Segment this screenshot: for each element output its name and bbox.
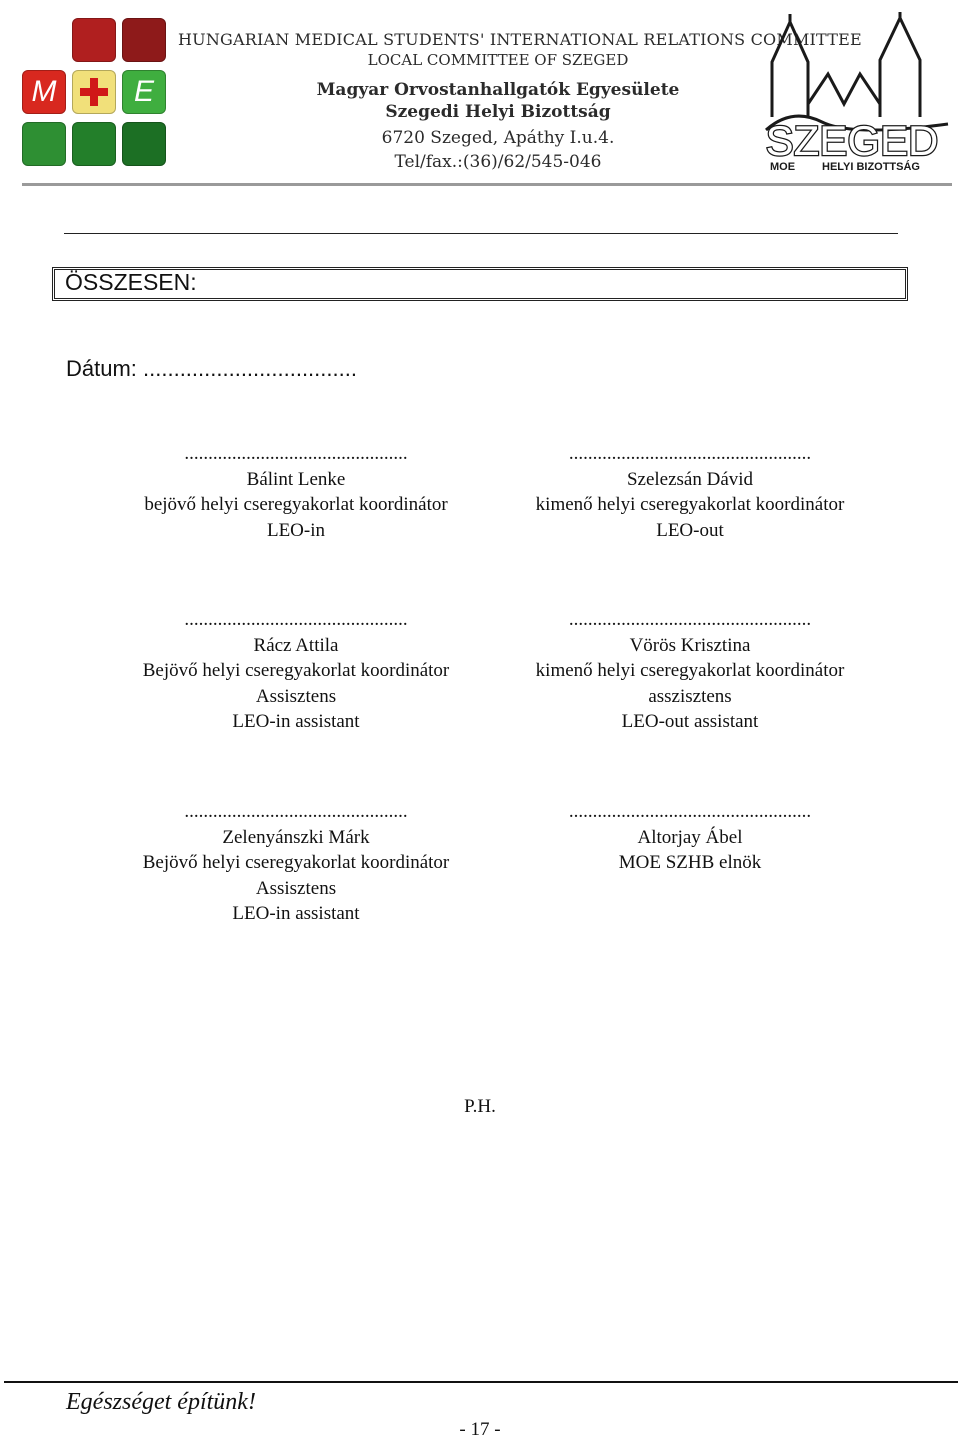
signer-name: Zelenyánszki Márk — [222, 826, 370, 848]
signature-block — [86, 799, 506, 927]
signer-role-title: Assisztens — [255, 877, 337, 899]
page-number: - 17 - — [459, 1419, 501, 1440]
signer-role-code: LEO-out — [656, 519, 724, 541]
signature-line: ................................................... — [568, 801, 812, 822]
logo-tile — [72, 122, 116, 166]
signature-line: ................................................... — [568, 609, 812, 630]
org-address: 6720 Szeged, Apáthy I.u.4. — [381, 128, 615, 148]
signature-block — [480, 607, 900, 735]
signature-line: ............................................... — [184, 609, 408, 630]
signer-role-code: LEO-in assistant — [232, 903, 360, 924]
logo-tile — [72, 18, 116, 62]
logo-tile — [22, 122, 66, 166]
section-heading: ÖSSZESEN: — [65, 269, 197, 295]
signature-block — [480, 799, 900, 876]
szeged-wordmark: SZEGED — [765, 117, 939, 164]
signature-line: ............................................... — [184, 443, 408, 464]
signer-role: kimenő helyi cseregyakorlat koordinátor — [535, 494, 845, 515]
org-phone: Tel/fax.:(36)/62/545-046 — [394, 152, 602, 172]
signer-role-code: LEO-out assistant — [621, 711, 759, 732]
logo-letter-e: E — [133, 75, 154, 108]
horizontal-rule — [64, 233, 898, 234]
signer-role-title: asszisztens — [648, 685, 732, 707]
signature-block — [480, 441, 900, 543]
signer-role: Bejövő helyi cseregyakorlat koordinátor — [142, 852, 450, 873]
logo-tile-e — [122, 70, 166, 114]
signature-line: ............................................... — [184, 801, 408, 822]
logo-tile — [122, 122, 166, 166]
letterhead-text — [178, 0, 862, 180]
signer-role: MOE SZHB elnök — [618, 852, 762, 873]
signature-block — [86, 607, 506, 735]
signer-name: Rácz Attila — [253, 634, 339, 656]
signature-line: ................................................... — [568, 443, 812, 464]
signature-block — [86, 441, 506, 543]
logo-tile-cross — [72, 70, 116, 114]
szeged-logo-caption-left: MOE — [770, 161, 796, 173]
footer-divider — [4, 1381, 958, 1383]
logo-tile — [122, 18, 166, 62]
signer-name: Bálint Lenke — [246, 468, 346, 490]
szeged-logo-caption-right: HELYI BIZOTTSÁG — [822, 161, 920, 173]
logo-tile-m — [22, 70, 66, 114]
signer-name: Altorjay Ábel — [637, 826, 743, 848]
stamp-placeholder: P.H. — [464, 1096, 496, 1117]
signer-role-code: LEO-in assistant — [232, 711, 360, 732]
org-committee-english: LOCAL COMMITTEE OF SZEGED — [367, 51, 629, 69]
signer-name: Vörös Krisztina — [629, 634, 751, 656]
signer-role: kimenő helyi cseregyakorlat koordinátor — [535, 660, 845, 681]
letterhead-divider — [22, 183, 952, 186]
signer-role-code: LEO-in — [266, 519, 326, 541]
org-committee-hungarian: Szegedi Helyi Bizottság — [385, 102, 611, 122]
moe-logo — [22, 18, 172, 173]
logo-letter-m: M — [31, 75, 57, 108]
signer-role-title: Assisztens — [255, 685, 337, 707]
signer-role: Bejövő helyi cseregyakorlat koordinátor — [142, 660, 450, 681]
signer-name: Szelezsán Dávid — [626, 468, 754, 490]
signer-role: bejövő helyi cseregyakorlat koordinátor — [144, 494, 448, 515]
date-field: Dátum: ................................... — [66, 356, 357, 381]
org-name-hungarian: Magyar Orvostanhallgatók Egyesülete — [316, 80, 680, 100]
org-name-english: HUNGARIAN MEDICAL STUDENTS' INTERNATIONAL RELATIONS COMMITTEE — [178, 30, 862, 49]
szeged-logo — [752, 12, 952, 177]
footer-slogan: Egészséget építünk! — [66, 1389, 256, 1415]
